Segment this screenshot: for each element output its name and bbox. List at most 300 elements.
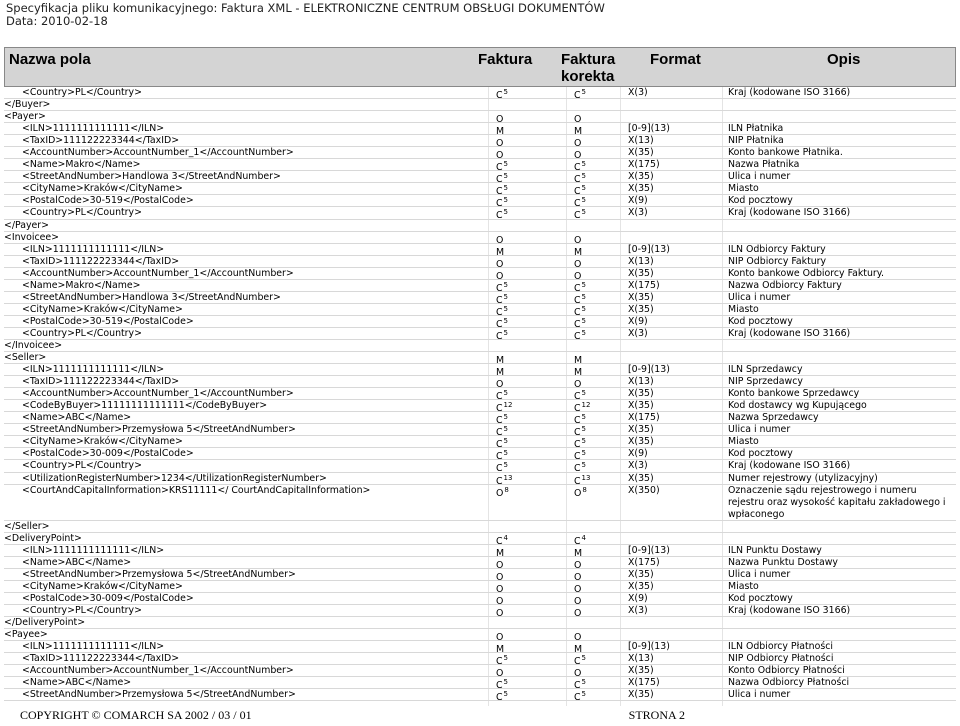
cell-description: Konto Odbiorcy Płatności — [728, 665, 845, 677]
cell-faktura-letter: C — [496, 210, 503, 222]
cell-format: X(35) — [628, 147, 654, 159]
cell-field-name: <StreetAndNumber>Przemysłowa 5</StreetAndNumber> — [22, 424, 296, 436]
cell-format: X(175) — [628, 677, 660, 689]
table-row — [4, 340, 956, 352]
cell-description: NIP Odbiorcy Płatności — [728, 653, 834, 665]
table-row — [4, 436, 956, 451]
cell-korekta-letter: O — [574, 234, 582, 246]
cell-korekta-letter: C — [574, 475, 581, 487]
table-row — [4, 641, 956, 656]
cell-description: Miasto — [728, 183, 759, 195]
table-row — [4, 485, 956, 521]
cell-format: X(13) — [628, 135, 654, 147]
cell-faktura-letter: C — [496, 427, 503, 439]
cell-description: ILN Sprzedawcy — [728, 364, 803, 376]
cell-faktura-letter: M — [496, 126, 505, 138]
cell-korekta-note: 5 — [581, 654, 587, 663]
cell-korekta-letter: O — [574, 608, 582, 620]
cell-format: X(13) — [628, 255, 654, 267]
cell-format: [0-9](13) — [628, 243, 670, 255]
cell-faktura-letter: C — [496, 463, 503, 475]
cell-korekta-note: 5 — [581, 389, 587, 398]
cell-korekta — [574, 689, 586, 703]
cell-faktura-letter: O — [496, 668, 504, 680]
cell-format: X(35) — [628, 436, 654, 448]
cell-faktura-letter: O — [496, 595, 504, 607]
cell-korekta-letter: O — [574, 487, 582, 499]
cell-field-name: <Name>Makro</Name> — [22, 279, 141, 291]
cell-field-name: <Country>PL</Country> — [22, 605, 142, 617]
cell-korekta-letter: O — [574, 595, 582, 607]
table-header — [4, 47, 956, 87]
table-row — [4, 593, 956, 605]
cell-korekta-letter: C — [574, 439, 581, 451]
table-row — [4, 232, 956, 244]
cell-korekta-letter: C — [574, 391, 581, 403]
cell-format: X(35) — [628, 400, 654, 412]
cell-description: Konto bankowe Płatnika. — [728, 147, 843, 159]
footer-copyright: COPYRIGHT © COMARCH SA 2002 / 03 / 01 — [20, 708, 252, 722]
cell-description: Ulica i numer — [728, 171, 791, 183]
cell-field-name: <Payer> — [4, 111, 46, 123]
cell-faktura-letter: O — [496, 258, 504, 270]
cell-korekta-note: 5 — [581, 304, 587, 313]
cell-korekta-note: 5 — [581, 280, 587, 289]
table-row — [4, 569, 956, 581]
table-row — [4, 412, 956, 427]
table-row — [4, 557, 956, 569]
table-row — [4, 424, 956, 439]
cell-format: X(9) — [628, 315, 648, 327]
cell-field-name: <AccountNumber>AccountNumber_1</AccountNumber> — [22, 267, 294, 279]
table-row — [4, 111, 956, 126]
cell-field-name: <StreetAndNumber>Przemysłowa 5</StreetAndNumber> — [22, 689, 296, 701]
cell-description: ILN Punktu Dostawy — [728, 544, 822, 556]
cell-field-name: <TaxID>111122223344</TaxID> — [22, 135, 180, 147]
table-row — [4, 87, 956, 99]
cell-faktura-letter: O — [496, 487, 504, 499]
table-row — [4, 533, 956, 545]
cell-korekta-note: 5 — [581, 292, 587, 301]
cell-korekta-letter: C — [574, 174, 581, 186]
cell-faktura-letter: C — [496, 535, 503, 547]
cell-field-name: <TaxID>111122223344</TaxID> — [22, 255, 180, 267]
cell-faktura-note: 5 — [503, 461, 509, 470]
cell-faktura-note: 5 — [503, 389, 509, 398]
cell-description: Ulica i numer — [728, 568, 791, 580]
cell-korekta-letter: C — [574, 186, 581, 198]
cell-field-name: <AccountNumber>AccountNumber_1</AccountNumber> — [22, 388, 294, 400]
cell-format: X(35) — [628, 171, 654, 183]
cell-format: X(175) — [628, 279, 660, 291]
cell-faktura-note: 12 — [503, 401, 513, 410]
cell-description: Nazwa Płatnika — [728, 159, 800, 171]
cell-field-name: </Invoicee> — [4, 339, 63, 351]
cell-description: NIP Odbiorcy Faktury — [728, 255, 827, 267]
cell-format: X(35) — [628, 472, 654, 484]
cell-korekta-letter: M — [574, 246, 583, 258]
cell-description: Konto bankowe Sprzedawcy — [728, 388, 860, 400]
table-row — [4, 292, 956, 304]
col-header-name: Nazwa pola — [9, 51, 91, 68]
cell-description: NIP Sprzedawcy — [728, 376, 803, 388]
cell-korekta-note: 5 — [581, 678, 587, 687]
cell-faktura-letter: C — [496, 451, 503, 463]
cell-faktura-note: 5 — [503, 413, 509, 422]
cell-korekta-note: 5 — [581, 172, 587, 181]
cell-korekta-letter: C — [574, 282, 581, 294]
cell-description: Ulica i numer — [728, 689, 791, 701]
table-row — [4, 521, 956, 533]
cell-field-name: <StreetAndNumber>Handlowa 3</StreetAndNumber> — [22, 171, 281, 183]
cell-field-name: </DeliveryPoint> — [4, 617, 86, 629]
cell-faktura-letter: O — [496, 138, 504, 150]
cell-field-name: <CourtAndCapitalInformation>KRS11111</ CourtAndCapitalInformation> — [22, 484, 371, 496]
table-row — [4, 388, 956, 403]
cell-korekta-letter: O — [574, 114, 582, 126]
cell-faktura-note: 5 — [503, 184, 509, 193]
cell-faktura-note: 5 — [503, 196, 509, 205]
cell-korekta-note: 5 — [581, 437, 587, 446]
document-title: Specyfikacja pliku komunikacyjnego: Faktura XML - ELEKTRONICZNE CENTRUM OBSŁUGI DOKUMENTÓW — [6, 1, 605, 15]
col-header-faktura: Faktura — [478, 51, 533, 68]
cell-field-name: <PostalCode>30-519</PostalCode> — [22, 195, 194, 207]
cell-field-name: <DeliveryPoint> — [4, 532, 82, 544]
page-footer — [20, 708, 685, 723]
cell-korekta-letter: O — [574, 583, 582, 595]
cell-description: Kod pocztowy — [728, 592, 793, 604]
cell-description: Kod pocztowy — [728, 315, 793, 327]
cell-description: Numer rejestrowy (utylizacyjny) — [728, 472, 878, 484]
cell-faktura-letter: M — [496, 246, 505, 258]
table-row — [4, 376, 956, 391]
cell-format: X(3) — [628, 87, 648, 98]
cell-format: X(175) — [628, 556, 660, 568]
cell-description: Ulica i numer — [728, 424, 791, 436]
cell-korekta-letter: M — [574, 355, 583, 367]
table-row — [4, 207, 956, 222]
cell-korekta-note: 13 — [581, 473, 591, 482]
cell-faktura-note: 5 — [503, 328, 509, 337]
cell-faktura-note: 5 — [503, 172, 509, 181]
cell-faktura-note: 5 — [503, 437, 509, 446]
cell-field-name: <StreetAndNumber>Przemysłowa 5</StreetAndNumber> — [22, 568, 296, 580]
cell-korekta-letter: O — [574, 571, 582, 583]
cell-faktura-letter: O — [496, 234, 504, 246]
cell-korekta-letter: M — [574, 547, 583, 559]
cell-field-name: <CityName>Kraków</CityName> — [22, 580, 183, 592]
cell-faktura-note: 5 — [503, 425, 509, 434]
table-row — [4, 159, 956, 174]
cell-korekta-note: 5 — [581, 449, 587, 458]
table-row — [4, 545, 956, 557]
cell-faktura-note: 5 — [503, 654, 509, 663]
cell-faktura-note: 5 — [503, 678, 509, 687]
cell-format: [0-9](13) — [628, 544, 670, 556]
cell-format: [0-9](13) — [628, 641, 670, 653]
cell-faktura-letter: C — [496, 692, 503, 704]
cell-korekta-letter: C — [574, 162, 581, 174]
cell-field-name: <CityName>Kraków</CityName> — [22, 303, 183, 315]
cell-description: Kraj (kodowane ISO 3166) — [728, 460, 851, 472]
cell-faktura-letter: C — [496, 656, 503, 668]
cell-faktura-letter: O — [496, 114, 504, 126]
cell-description: ILN Odbiorcy Faktury — [728, 243, 826, 255]
cell-korekta-letter: C — [574, 680, 581, 692]
cell-faktura-note: 5 — [503, 88, 509, 96]
cell-korekta-letter: C — [574, 415, 581, 427]
cell-format: X(175) — [628, 412, 660, 424]
cell-korekta-letter: C — [574, 198, 581, 210]
cell-korekta-letter: O — [574, 668, 582, 680]
cell-description: Kraj (kodowane ISO 3166) — [728, 87, 851, 98]
cell-korekta-letter: M — [574, 367, 583, 379]
cell-korekta-note: 5 — [581, 88, 587, 96]
table-row — [4, 617, 956, 629]
table-row — [4, 581, 956, 593]
table-row — [4, 328, 956, 340]
cell-faktura-letter: C — [496, 391, 503, 403]
cell-faktura-letter: C — [496, 162, 503, 174]
cell-korekta-note: 5 — [581, 184, 587, 193]
cell-field-name: <Name>ABC</Name> — [22, 412, 132, 424]
cell-format: X(13) — [628, 653, 654, 665]
cell-format: X(9) — [628, 195, 648, 207]
cell-format: X(9) — [628, 448, 648, 460]
cell-field-name: </Seller> — [4, 520, 50, 532]
cell-korekta-letter: C — [574, 90, 581, 101]
cell-description: ILN Płatnika — [728, 123, 784, 135]
cell-format: X(35) — [628, 424, 654, 436]
cell-korekta-note: 5 — [581, 196, 587, 205]
cell-faktura-letter: C — [496, 198, 503, 210]
cell-field-name: <UtilizationRegisterNumber>1234</UtilizationRegisterNumber> — [22, 472, 327, 484]
cell-field-name: <CityName>Kraków</CityName> — [22, 183, 183, 195]
cell-faktura-letter: C — [496, 306, 503, 318]
cell-faktura-note: 5 — [503, 690, 509, 699]
cell-faktura — [496, 485, 509, 499]
cell-faktura-note: 5 — [503, 316, 509, 325]
cell-korekta-letter: O — [574, 379, 582, 391]
cell-field-name: <Invoicee> — [4, 231, 59, 243]
cell-korekta-letter: O — [574, 258, 582, 270]
cell-faktura-note: 4 — [503, 533, 509, 542]
cell-faktura-letter: O — [496, 583, 504, 595]
table-row — [4, 316, 956, 328]
col-header-opis: Opis — [827, 51, 861, 68]
cell-description: Miasto — [728, 303, 759, 315]
table-row — [4, 195, 956, 210]
cell-faktura-note: 8 — [504, 485, 509, 494]
cell-faktura-letter: C — [496, 174, 503, 186]
cell-field-name: </Payer> — [4, 219, 50, 231]
cell-faktura-note: 5 — [503, 304, 509, 313]
cell-korekta-letter: C — [574, 451, 581, 463]
table-row — [4, 605, 956, 620]
cell-korekta-note: 5 — [581, 690, 587, 699]
cell-field-name: <Payee> — [4, 629, 48, 641]
table-row — [4, 220, 956, 232]
table-row — [4, 304, 956, 316]
cell-korekta-letter: O — [574, 150, 582, 162]
cell-format: X(350) — [628, 484, 660, 496]
cell-format: X(3) — [628, 327, 648, 339]
cell-korekta-note: 5 — [581, 160, 587, 169]
cell-faktura-note: 5 — [503, 280, 509, 289]
cell-description: Nazwa Odbiorcy Faktury — [728, 279, 842, 291]
table-row — [4, 629, 956, 644]
cell-field-name: <CityName>Kraków</CityName> — [22, 436, 183, 448]
cell-field-name: <ILN>1111111111111</ILN> — [22, 544, 165, 556]
cell-faktura-letter: O — [496, 632, 504, 644]
cell-format: [0-9](13) — [628, 364, 670, 376]
cell-faktura-letter: M — [496, 367, 505, 379]
table-row — [4, 400, 956, 415]
cell-korekta-letter: O — [574, 559, 582, 571]
cell-field-name: <AccountNumber>AccountNumber_1</AccountNumber> — [22, 665, 294, 677]
cell-field-name: <ILN>1111111111111</ILN> — [22, 123, 165, 135]
cell-korekta-letter: M — [574, 126, 583, 138]
cell-format: X(35) — [628, 291, 654, 303]
cell-faktura-note: 5 — [503, 208, 509, 217]
cell-description: Kod pocztowy — [728, 448, 793, 460]
cell-field-name: <Country>PL</Country> — [22, 207, 142, 219]
cell-format: X(35) — [628, 303, 654, 315]
cell-format: X(35) — [628, 689, 654, 701]
cell-faktura-letter: C — [496, 439, 503, 451]
table-row — [4, 364, 956, 379]
cell-faktura-note: 13 — [503, 473, 513, 482]
table-row — [4, 448, 956, 463]
cell-faktura-letter: C — [496, 90, 503, 101]
table-row — [4, 183, 956, 198]
cell-korekta-note: 8 — [582, 485, 587, 494]
cell-korekta-letter: O — [574, 270, 582, 282]
table-row — [4, 268, 956, 280]
cell-korekta-note: 5 — [581, 461, 587, 470]
table-row — [4, 99, 956, 111]
document-date: Data: 2010-02-18 — [6, 14, 108, 28]
cell-faktura-letter: C — [496, 330, 503, 342]
cell-format: X(35) — [628, 267, 654, 279]
cell-description: Nazwa Punktu Dostawy — [728, 556, 838, 568]
cell-korekta-letter: O — [574, 138, 582, 150]
cell-description: Kraj (kodowane ISO 3166) — [728, 207, 851, 219]
table-row — [4, 135, 956, 150]
cell-faktura-letter: C — [496, 680, 503, 692]
cell-faktura-letter: O — [496, 559, 504, 571]
cell-faktura-letter: C — [496, 186, 503, 198]
cell-description: Miasto — [728, 580, 759, 592]
col-header-korekta-line2: korekta — [561, 68, 615, 85]
cell-korekta-letter: C — [574, 294, 581, 306]
cell-description: Kraj (kodowane ISO 3166) — [728, 327, 851, 339]
cell-faktura-note: 5 — [503, 292, 509, 301]
table-row — [4, 352, 956, 367]
cell-field-name: <AccountNumber>AccountNumber_1</AccountNumber> — [22, 147, 294, 159]
cell-format: X(35) — [628, 388, 654, 400]
table-row — [4, 653, 956, 668]
cell-korekta-note: 5 — [581, 413, 587, 422]
cell-description: Oznaczenie sądu rejestrowego i numeru rejestru oraz wysokość kapitału zakładowego i wpłaconego — [728, 484, 946, 520]
cell-description: Nazwa Odbiorcy Płatności — [728, 677, 850, 689]
cell-faktura-letter: O — [496, 150, 504, 162]
cell-korekta-letter: M — [574, 644, 583, 656]
cell-korekta — [574, 485, 587, 499]
cell-faktura-letter: C — [496, 415, 503, 427]
cell-faktura-letter: O — [496, 270, 504, 282]
cell-field-name: <Country>PL</Country> — [22, 327, 142, 339]
cell-format: X(175) — [628, 159, 660, 171]
cell-description: Konto bankowe Odbiorcy Faktury. — [728, 267, 884, 279]
cell-field-name: <Seller> — [4, 352, 47, 364]
cell-korekta-letter: C — [574, 330, 581, 342]
cell-faktura-letter: C — [496, 318, 503, 330]
table-row — [4, 689, 956, 704]
cell-field-name: <TaxID>111122223344</TaxID> — [22, 653, 180, 665]
cell-korekta-letter: C — [574, 318, 581, 330]
cell-description: NIP Płatnika — [728, 135, 784, 147]
cell-field-name: <Name>ABC</Name> — [22, 677, 132, 689]
cell-faktura-letter: O — [496, 571, 504, 583]
cell-faktura-letter: M — [496, 355, 505, 367]
cell-field-name: <ILN>1111111111111</ILN> — [22, 243, 165, 255]
cell-korekta-letter: C — [574, 692, 581, 704]
cell-field-name: <ILN>1111111111111</ILN> — [22, 641, 165, 653]
cell-field-name: <Name>ABC</Name> — [22, 556, 132, 568]
cell-faktura-letter: O — [496, 608, 504, 620]
cell-description: Kraj (kodowane ISO 3166) — [728, 605, 851, 617]
cell-korekta-letter: C — [574, 306, 581, 318]
cell-format: [0-9](13) — [628, 123, 670, 135]
cell-description: Ulica i numer — [728, 291, 791, 303]
cell-korekta-note: 5 — [581, 208, 587, 217]
cell-korekta-letter: C — [574, 210, 581, 222]
cell-korekta-letter: C — [574, 403, 581, 415]
cell-format: X(3) — [628, 207, 648, 219]
cell-field-name: <TaxID>111122223344</TaxID> — [22, 376, 180, 388]
cell-format: X(35) — [628, 665, 654, 677]
cell-field-name: </Buyer> — [4, 99, 51, 111]
table-row — [4, 677, 956, 692]
table-row — [4, 171, 956, 186]
cell-field-name: <PostalCode>30-009</PostalCode> — [22, 592, 194, 604]
cell-korekta-letter: C — [574, 427, 581, 439]
cell-format: X(13) — [628, 376, 654, 388]
cell-faktura-note: 5 — [503, 449, 509, 458]
cell-format: X(9) — [628, 592, 648, 604]
cell-korekta-letter: C — [574, 463, 581, 475]
table-row — [4, 244, 956, 256]
cell-faktura-letter: M — [496, 644, 505, 656]
cell-faktura-letter: C — [496, 403, 503, 415]
cell-field-name: <ILN>1111111111111</ILN> — [22, 364, 165, 376]
cell-description: Nazwa Sprzedawcy — [728, 412, 819, 424]
cell-korekta-letter: O — [574, 632, 582, 644]
cell-faktura-letter: C — [496, 294, 503, 306]
cell-format: X(35) — [628, 183, 654, 195]
cell-description: Miasto — [728, 436, 759, 448]
cell-korekta-letter: C — [574, 535, 581, 547]
cell-format: X(35) — [628, 580, 654, 592]
col-header-format: Format — [650, 51, 701, 68]
cell-field-name: <Country>PL</Country> — [22, 87, 142, 98]
cell-korekta-letter: C — [574, 656, 581, 668]
cell-field-name: <Name>Makro</Name> — [22, 159, 141, 171]
cell-korekta-note: 5 — [581, 425, 587, 434]
cell-field-name: <CodeByBuyer>11111111111111</CodeByBuyer> — [22, 400, 268, 412]
cell-korekta-note: 12 — [581, 401, 591, 410]
